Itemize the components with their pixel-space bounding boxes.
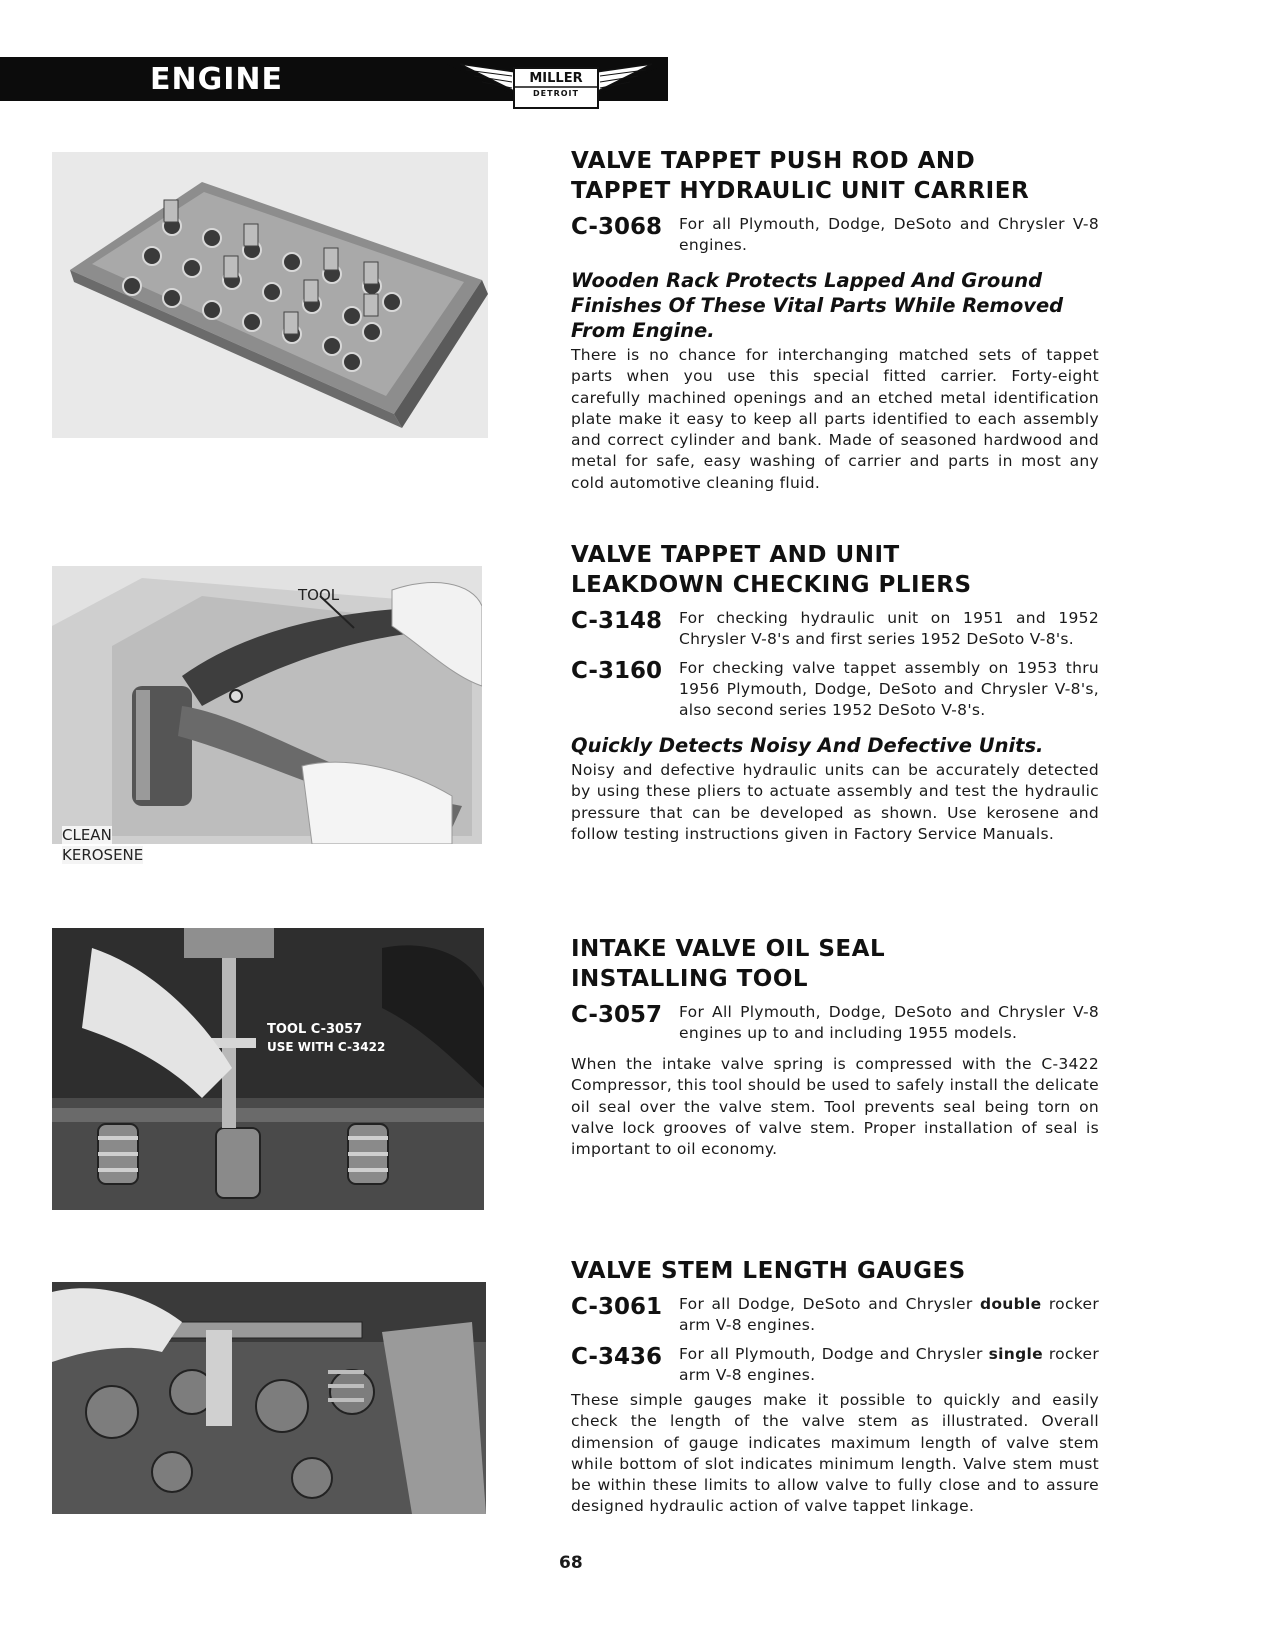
- section-tappet-carrier: [571, 146, 1099, 494]
- part-number: C-3148: [571, 608, 662, 634]
- section-heading: [571, 934, 1099, 994]
- section-stem-gauges: [571, 1256, 1099, 1518]
- page-number: 68: [559, 1553, 583, 1573]
- section-heading: [571, 146, 1099, 206]
- part-number: C-3061: [571, 1294, 662, 1320]
- section-heading: [571, 1256, 1099, 1286]
- part-entry: [571, 1294, 1099, 1336]
- heading-line: INTAKE VALVE OIL SEAL: [571, 936, 886, 962]
- part-description: For checking hydraulic unit on 1951 and 1952 Chrysler V-8's and first series 1952 DeSoto V-8's.: [679, 609, 1099, 648]
- photo-label-tool: TOOL C-3057: [267, 1022, 363, 1037]
- part-description: For all Plymouth, Dodge, DeSoto and Chrysler V-8 engines.: [679, 215, 1099, 254]
- part-description-emphasis: double: [979, 1295, 1042, 1313]
- heading-line: VALVE TAPPET AND UNIT: [571, 542, 900, 568]
- part-number: C-3057: [571, 1002, 662, 1028]
- photo-label-use-with: USE WITH C-3422: [267, 1040, 386, 1054]
- section-tagline: Quickly Detects Noisy And Defective Units.: [571, 734, 1044, 757]
- tappet-carrier-photo: [52, 152, 488, 438]
- logo-text: MILLER: [529, 71, 583, 86]
- part-description: For checking valve tappet assembly on 1953 thru 1956 Plymouth, Dodge, DeSoto and Chrysler V-8's, also second series 1952 DeSoto V-8's.: [679, 659, 1099, 719]
- leakdown-pliers-photo: [52, 566, 482, 844]
- section-oil-seal-tool: [571, 934, 1099, 1160]
- stem-gauge-photo: [52, 1282, 486, 1514]
- heading-line: VALVE STEM LENGTH GAUGES: [571, 1258, 966, 1284]
- section-body: When the intake valve spring is compressed with the C-3422 Compressor, this tool should be used to safely install the delicate oil seal over the valve stem. Tool prevents seal being torn on valve lock grooves of valve stem. Proper installation of seal is important to oil economy.: [571, 1055, 1099, 1159]
- part-description-text: For all Dodge, DeSoto and Chrysler: [679, 1295, 980, 1313]
- section-tagline: Wooden Rack Protects Lapped And Ground Finishes Of These Vital Parts While Removed From Engine.: [571, 269, 1064, 342]
- part-entry: [571, 214, 1099, 256]
- logo-subtext: DETROIT: [533, 89, 579, 98]
- part-description: [679, 1294, 1099, 1336]
- part-description: [679, 1344, 1099, 1386]
- part-entry: [571, 608, 1099, 650]
- part-entry: [571, 1002, 1099, 1044]
- section-leakdown-pliers: [571, 540, 1099, 845]
- callout-tool: TOOL: [298, 586, 340, 604]
- part-number: C-3436: [571, 1344, 662, 1370]
- heading-line: TAPPET HYDRAULIC UNIT CARRIER: [571, 178, 1030, 204]
- part-entry: [571, 658, 1099, 721]
- oil-seal-tool-photo: [52, 928, 484, 1210]
- part-description-text: For all Plymouth, Dodge and Chrysler: [679, 1345, 989, 1363]
- section-title: ENGINE: [150, 62, 283, 97]
- heading-line: VALVE TAPPET PUSH ROD AND: [571, 148, 976, 174]
- part-entry: [571, 1344, 1099, 1386]
- part-description-text: rocker arm V-8 engines.: [679, 1295, 1099, 1334]
- part-description: For All Plymouth, Dodge, DeSoto and Chrysler V-8 engines up to and including 1955 models.: [679, 1003, 1099, 1042]
- heading-line: INSTALLING TOOL: [571, 966, 809, 992]
- section-body: Noisy and defective hydraulic units can be accurately detected by using these pliers to actuate assembly and test the hydraulic pressure that can be developed as shown. Use kerosene and follow testing instructions given in Factory Service Manuals.: [571, 761, 1099, 843]
- heading-line: LEAKDOWN CHECKING PLIERS: [571, 572, 972, 598]
- section-body: There is no chance for interchanging matched sets of tappet parts when you use this special fitted carrier. Forty-eight carefully machined openings and an etched metal identification plate make it easy to keep all parts identified to each assembly and correct cylinder and bank. Made of seasoned hardwood and metal for safe, easy washing of carrier and parts in most any cold automotive cleaning fluid.: [571, 346, 1099, 492]
- part-number: C-3160: [571, 658, 662, 684]
- callout-clean: CLEAN: [62, 826, 112, 844]
- callout-kerosene: KEROSENE: [62, 846, 144, 864]
- part-number: C-3068: [571, 214, 662, 240]
- section-heading: [571, 540, 1099, 600]
- part-description-text: rocker arm V-8 engines.: [679, 1345, 1099, 1384]
- part-description-emphasis: single: [988, 1345, 1043, 1363]
- section-body: These simple gauges make it possible to quickly and easily check the length of the valve stem as illustrated. Overall dimension of gauge indicates maximum length of valve stem while bottom of slot indicates minimum length. Valve stem must be within these limits to allow valve to fully close and to assure designed hydraulic action of valve tappet linkage.: [571, 1391, 1099, 1516]
